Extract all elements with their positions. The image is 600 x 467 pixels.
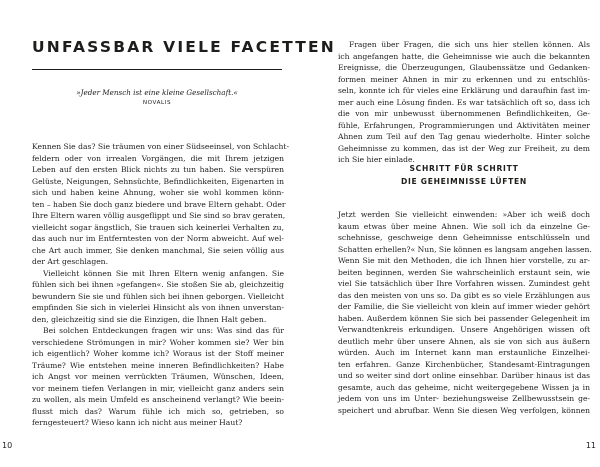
text-line: Ereignisse, die Überzeugungen, Glaubenssätze und Gedanken- bbox=[338, 63, 590, 72]
text-line: Jetzt werden Sie vielleicht einwenden: »Aber ich weiß doch bbox=[338, 210, 590, 219]
text-line: Verwandtenkreis erkundigen. Unsere Angehörigen wissen oft bbox=[338, 325, 590, 334]
text-line: ich eigentlich? Woher komme ich? Woraus ist der Stoff meiner bbox=[32, 349, 284, 358]
text-line: der Art geschlagen. bbox=[32, 257, 108, 266]
chapter-title: UNFASSBAR VIELE FACETTEN bbox=[32, 38, 336, 56]
text-line: formen meiner Ahnen in mir zu erkennen und zu entschlüs- bbox=[338, 74, 590, 84]
text-line: bewundern Sie sie und fühlen sich bei ihnen geborgen. Vielleicht bbox=[32, 291, 284, 301]
text-line: speichert und abrufbar. Wenn Sie diesen Weg verfolgen, können bbox=[338, 405, 590, 415]
text-line: viel Sie tatsächlich über Ihre Vorfahren wissen. Zumindest geht bbox=[338, 279, 590, 288]
text-line: zu wollen, als mein Umfeld es anscheinend verlangt? Wie beein- bbox=[32, 395, 284, 404]
epigraph bbox=[32, 88, 282, 108]
text-line: den, gleichzeitig sind sie die Einzigen, die Ihnen Halt geben. bbox=[32, 314, 267, 324]
text-line: flusst mich das? Warum fühle ich mich so, getrieben, so bbox=[32, 406, 284, 416]
text-line: ich Angst vor meinen verrückten Träumen, Wünschen, Ideen, bbox=[32, 372, 284, 381]
text-line: ferngesteuert? Wieso kann ich nicht aus meiner Haut? bbox=[32, 418, 243, 427]
text-line: seln, konnte ich für vieles eine Erklärung und daraufhin fast im- bbox=[338, 86, 590, 95]
text-line: die von mir unbewusst übernommenen Befindlichkeiten, Ge- bbox=[338, 109, 590, 118]
text-line: kaum etwas über meine Ahnen. Wie soll ich da einzelne Ge- bbox=[338, 221, 590, 231]
text-line: ten erfahren. Ganze Kirchenbücher, Standesamt-Eintragungen bbox=[338, 359, 590, 369]
text-line: mer auch eine Lösung finden. Es war tatsächlich oft so, dass ich bbox=[338, 97, 590, 107]
section-heading bbox=[338, 162, 590, 188]
text-line: Leben auf den ersten Blick nichts zu tun haben. Sie verspüren bbox=[32, 165, 284, 174]
text-line: Schatten erhellen?« Nun, Sie können es langsam angehen lassen. bbox=[338, 244, 592, 254]
text-line: Geheimnisse zu kommen, das ist der Weg zur Freiheit, zu dem bbox=[338, 143, 590, 153]
page-number-right: 11 bbox=[585, 441, 596, 450]
page-number-left: 10 bbox=[2, 441, 13, 450]
text-line: der Familie, die Sie vielleicht von klein auf immer wieder gehört bbox=[338, 302, 590, 311]
text-line: feldern oder von irrealen Vorgängen, die mit Ihrem jetzigen bbox=[32, 153, 284, 163]
text-line: haben. Außerdem können Sie sich bei passender Gelegenheit im bbox=[338, 313, 590, 323]
text-line: ich angefangen hatte, die Geheimnisse wie auch die bekannten bbox=[338, 51, 590, 61]
text-line: ten – haben Sie doch ganz biedere und brave Eltern gehabt. Oder bbox=[32, 199, 286, 209]
text-line: Ihre Eltern waren völlig ausgeflippt und Sie sind so brav geraten, bbox=[32, 211, 286, 220]
left-body-text bbox=[32, 141, 290, 429]
text-line: schehnisse, geschweige denn Geheimnisse entschlüsseln und bbox=[338, 233, 590, 242]
text-line: Gelüste, Neigungen, Sehnsüchte, Befindlichkeiten, Eigenarten in bbox=[32, 176, 284, 186]
text-line: und so weiter sind dort online einsehbar. Darüber hinaus ist das bbox=[338, 371, 590, 380]
right-body-text-top bbox=[338, 39, 590, 166]
text-line: gesamte, auch das geheime, nicht weitergegebene Wissen ja in bbox=[338, 382, 590, 392]
text-line: che Art auch immer, Sie denken manchmal, Sie seien völlig aus bbox=[32, 245, 284, 255]
text-line: fühlen sich bei ihnen »gefangen«. Sie stoßen Sie ab, gleichzeitig bbox=[32, 280, 284, 289]
right-body-text-bottom bbox=[338, 209, 590, 416]
title-rule bbox=[32, 69, 282, 70]
text-line: Vielleicht können Sie mit Ihren Eltern wenig anfangen. Sie bbox=[43, 268, 284, 278]
epigraph-author: NOVALIS bbox=[142, 100, 172, 106]
section-heading-line: SCHRITT FÜR SCHRITT bbox=[409, 164, 519, 173]
text-line: deutlich mehr über unsere Ahnen, als sie von sich aus äußern bbox=[338, 336, 590, 346]
text-line: beiten beginnen, werden Sie wahrscheinlich erstaunt sein, wie bbox=[338, 267, 590, 277]
text-line: vielleicht sogar ängstlich, Sie trauen sich keinerlei Verhalten zu, bbox=[32, 222, 284, 232]
text-line: vor meinem tiefen Verlangen in mir, vielleicht ganz anders sein bbox=[32, 383, 284, 393]
text-line: jedem von uns im Unter- beziehungsweise Zellbewusstsein ge- bbox=[338, 394, 590, 403]
text-line: fühle, Erfahrungen, Programmierungen und Aktivitäten meiner bbox=[338, 120, 590, 130]
text-line: sich und haben keine Ahnung, woher sie wohl kommen könn- bbox=[32, 188, 284, 197]
text-line: Wenn Sie mit den Methoden, die ich Ihnen hier vorstelle, zu ar- bbox=[338, 256, 590, 265]
text-line: empfinden Sie sich in vielerlei Hinsicht als von ihnen unverstan- bbox=[32, 303, 284, 312]
text-line: Bei solchen Entdeckungen fragen wir uns: Was sind das für bbox=[43, 326, 284, 335]
section-heading-line: DIE GEHEIMNISSE LÜFTEN bbox=[401, 177, 527, 186]
text-line: verschiedene Strömungen in mir? Woher kommen sie? Wer bin bbox=[32, 337, 284, 347]
text-line: Fragen über Fragen, die sich uns hier stellen können. Als bbox=[349, 40, 590, 49]
text-line: das den meisten von uns so. Da gibt es so viele Erzählungen aus bbox=[338, 290, 590, 300]
text-line: das auch nur im Entferntesten von der Norm abweicht. Auf wel- bbox=[32, 234, 284, 243]
text-line: Ahnen zum Teil auf den Tag genau wiederholte. Hinter solche bbox=[338, 132, 590, 141]
right-page bbox=[300, 0, 600, 467]
epigraph-quote: »Jeder Mensch ist eine kleine Gesellschaft.« bbox=[76, 88, 238, 97]
text-line: Träume? Wie entstehen meine inneren Befindlichkeiten? Habe bbox=[32, 360, 284, 370]
text-line: würden. Auch im Internet kann man erstaunliche Einzelhei- bbox=[338, 348, 590, 357]
text-line: ich Sie hier einlade. bbox=[338, 155, 415, 164]
text-line: Kennen Sie das? Sie träumen von einer Südseeinsel, von Schlacht- bbox=[32, 142, 290, 151]
